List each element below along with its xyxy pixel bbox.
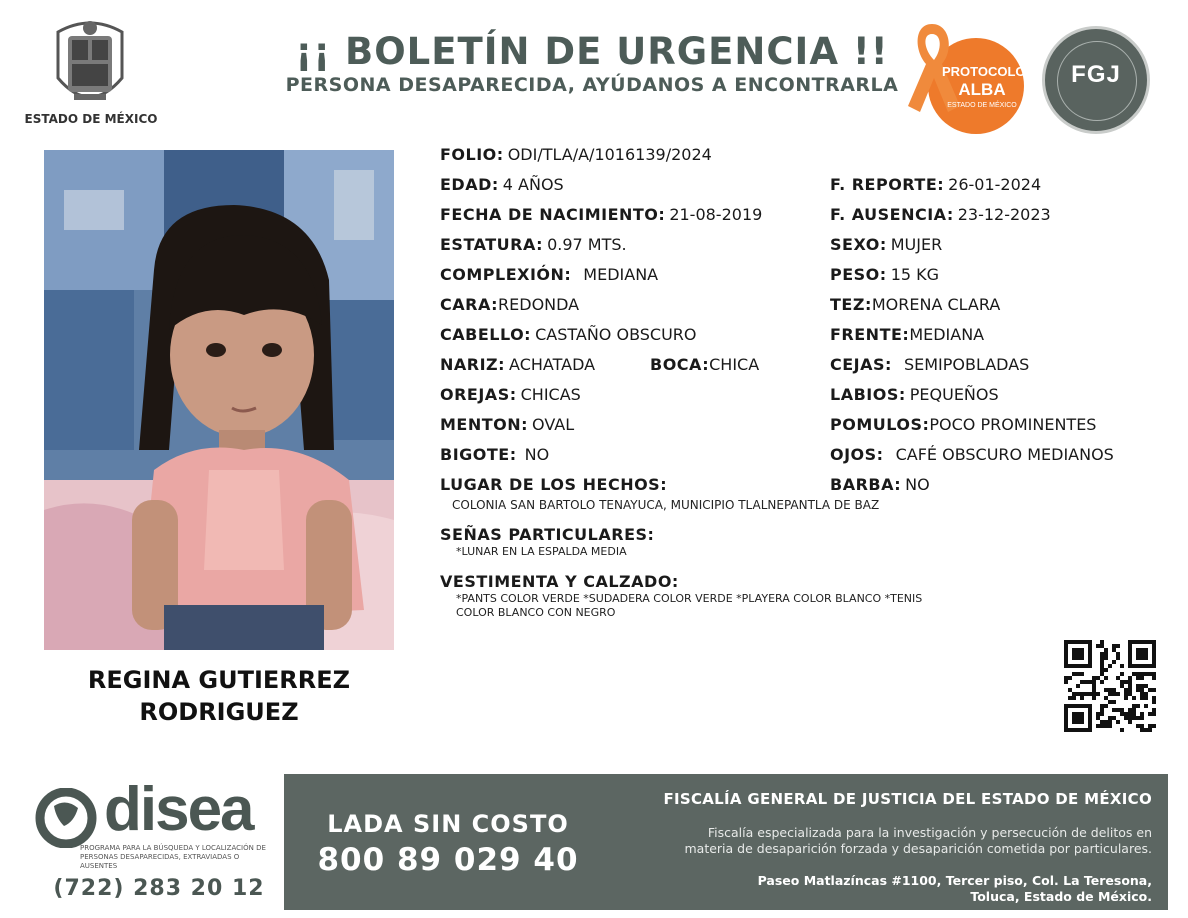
field-pomulos: POMULOS:POCO PROMINENTES bbox=[830, 415, 1097, 434]
field-lugar-label: LUGAR DE LOS HECHOS: bbox=[440, 475, 668, 494]
lada-sin-costo-label: LADA SIN COSTO bbox=[327, 810, 569, 838]
fiscalia-title: FISCALÍA GENERAL DE JUSTICIA DEL ESTADO DE MÉXICO bbox=[663, 790, 1152, 808]
field-peso: PESO: 15 KG bbox=[830, 265, 940, 284]
field-frente: FRENTE:MEDIANA bbox=[830, 325, 985, 344]
field-senas-label: SEÑAS PARTICULARES: bbox=[440, 525, 655, 544]
field-cabello: CABELLO: CASTAÑO OBSCURO bbox=[440, 325, 697, 344]
field-sexo: SEXO: MUJER bbox=[830, 235, 943, 254]
field-estatura: ESTATURA: 0.97 MTS. bbox=[440, 235, 627, 254]
bulletin-subtitle: PERSONA DESAPARECIDA, AYÚDANOS A ENCONTRARLA bbox=[285, 74, 899, 96]
missing-person-photo bbox=[44, 150, 394, 650]
field-f-reporte: F. REPORTE: 26-01-2024 bbox=[830, 175, 1042, 194]
field-barba: BARBA: NO bbox=[830, 475, 930, 494]
state-label: ESTADO DE MÉXICO bbox=[24, 112, 158, 126]
field-senas-value: *LUNAR EN LA ESPALDA MEDIA bbox=[456, 545, 627, 558]
fiscalia-description: Fiscalía especializada para la investigación y persecución de delitos en materia de desaparición forzada y desaparición cometida por particulares. bbox=[684, 825, 1152, 856]
fgj-seal-logo: FGJ bbox=[1042, 26, 1150, 134]
odisea-logo: disea PROGRAMA PARA LA BÚSQUEDA Y LOCALIZACIÓN DE PERSONAS DESAPARECIDAS, EXTRAVIADAS O AUSENTES bbox=[34, 784, 274, 880]
field-boca: BOCA:CHICA bbox=[650, 355, 760, 374]
field-labios: LABIOS: PEQUEÑOS bbox=[830, 385, 999, 404]
toll-free-number: 800 89 029 40 bbox=[317, 842, 579, 878]
field-fecha-nacimiento: FECHA DE NACIMIENTO: 21-08-2019 bbox=[440, 205, 763, 224]
odisea-pin-icon bbox=[34, 788, 104, 848]
field-vestimenta-label: VESTIMENTA Y CALZADO: bbox=[440, 572, 679, 591]
estado-de-mexico-coat-of-arms bbox=[48, 18, 132, 110]
qr-code[interactable] bbox=[1064, 640, 1156, 732]
field-orejas: OREJAS: CHICAS bbox=[440, 385, 581, 404]
field-f-ausencia: F. AUSENCIA: 23-12-2023 bbox=[830, 205, 1051, 224]
field-edad: EDAD: 4 AÑOS bbox=[440, 175, 564, 194]
missing-person-name: REGINA GUTIERREZ RODRIGUEZ bbox=[87, 666, 351, 726]
field-folio: FOLIO: ODI/TLA/A/1016139/2024 bbox=[440, 145, 712, 164]
field-lugar-value: COLONIA SAN BARTOLO TENAYUCA, MUNICIPIO TLALNEPANTLA DE BAZ bbox=[452, 498, 880, 512]
field-cejas: CEJAS: SEMIPOBLADAS bbox=[830, 355, 1030, 374]
odisea-phone: (722) 283 20 12 bbox=[53, 876, 265, 901]
protocolo-alba-logo: PROTOCOLO ALBA ESTADO DE MÉXICO bbox=[898, 20, 1030, 132]
fiscalia-address: Paseo Matlazíncas #1100, Tercer piso, Col. La Teresona, Toluca, Estado de México. bbox=[757, 873, 1152, 904]
bulletin-title: ¡¡ BOLETÍN DE URGENCIA !! bbox=[295, 30, 889, 73]
field-bigote: BIGOTE: NO bbox=[440, 445, 550, 464]
field-ojos: OJOS: CAFÉ OBSCURO MEDIANOS bbox=[830, 445, 1114, 464]
field-tez: TEZ:MORENA CLARA bbox=[830, 295, 1001, 314]
field-vestimenta-value-2: COLOR BLANCO CON NEGRO bbox=[456, 606, 616, 619]
field-cara: CARA:REDONDA bbox=[440, 295, 580, 314]
field-nariz: NARIZ: ACHATADA bbox=[440, 355, 596, 374]
field-menton: MENTON: OVAL bbox=[440, 415, 575, 434]
field-complexion: COMPLEXIÓN: MEDIANA bbox=[440, 265, 659, 284]
field-vestimenta-value-1: *PANTS COLOR VERDE *SUDADERA COLOR VERDE *PLAYERA COLOR BLANCO *TENIS bbox=[456, 592, 923, 605]
